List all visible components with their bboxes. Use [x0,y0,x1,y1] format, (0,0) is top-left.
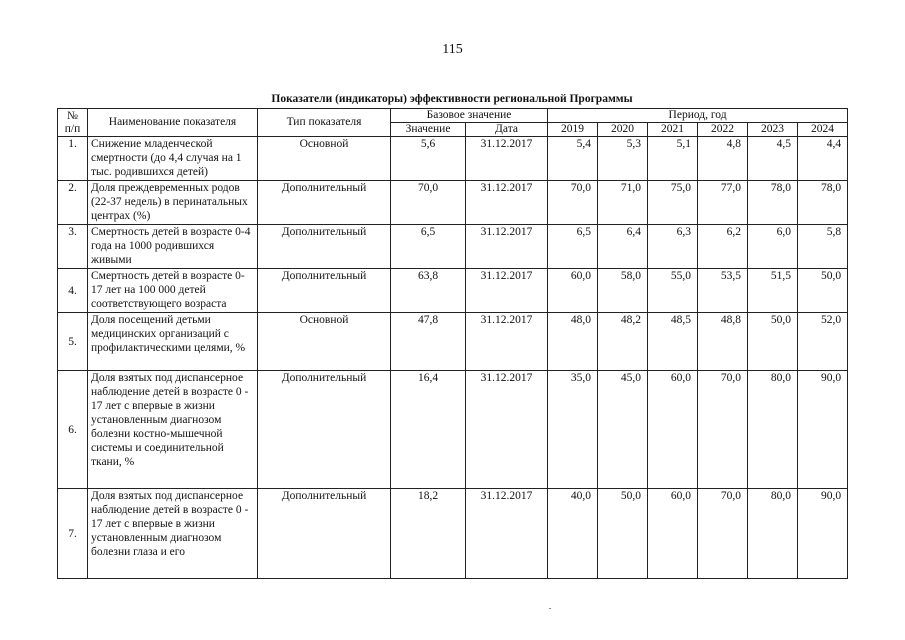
base-date: 31.12.2017 [466,181,548,225]
row-number: 3. [58,225,88,269]
year-value: 51,5 [748,269,798,313]
year-value: 78,0 [748,181,798,225]
row-number: 5. [58,313,88,371]
year-value: 4,5 [748,137,798,181]
year-value: 40,0 [548,489,598,579]
year-value: 90,0 [798,489,848,579]
base-value: 18,2 [391,489,466,579]
row-number: 4. [58,269,88,313]
year-value: 50,0 [798,269,848,313]
base-date: 31.12.2017 [466,371,548,489]
base-value: 47,8 [391,313,466,371]
header-base: Базовое значение [391,109,548,123]
year-value: 6,3 [648,225,698,269]
year-value: 78,0 [798,181,848,225]
year-value: 48,2 [598,313,648,371]
year-value: 58,0 [598,269,648,313]
base-date: 31.12.2017 [466,489,548,579]
header-year: 2023 [748,123,798,137]
year-value: 70,0 [698,489,748,579]
indicator-type: Дополнительный [258,371,391,489]
year-value: 48,5 [648,313,698,371]
row-number: 2. [58,181,88,225]
indicator-name: Смертность детей в возрасте 0-4 года на 1000 родившихся живыми [88,225,258,269]
header-date: Дата [466,123,548,137]
year-value: 35,0 [548,371,598,489]
year-value: 60,0 [548,269,598,313]
year-value: 71,0 [598,181,648,225]
year-value: 50,0 [748,313,798,371]
indicator-type: Дополнительный [258,225,391,269]
row-number: 7. [58,489,88,579]
base-date: 31.12.2017 [466,269,548,313]
row-number: 1. [58,137,88,181]
indicator-type: Дополнительный [258,489,391,579]
base-value: 16,4 [391,371,466,489]
year-value: 5,4 [548,137,598,181]
year-value: 80,0 [748,489,798,579]
table-row [58,371,848,489]
year-value: 50,0 [598,489,648,579]
table-row [58,137,848,181]
indicator-type: Основной [258,313,391,371]
header-period: Период, год [548,109,848,123]
year-value: 70,0 [698,371,748,489]
header-year: 2019 [548,123,598,137]
header-type: Тип показателя [258,109,391,137]
indicator-type: Основной [258,137,391,181]
year-value: 6,2 [698,225,748,269]
year-value: 70,0 [548,181,598,225]
indicator-name: Доля преждевременных родов (22-37 недель) в перинатальных центрах (%) [88,181,258,225]
year-value: 77,0 [698,181,748,225]
year-value: 5,1 [648,137,698,181]
year-value: 53,5 [698,269,748,313]
table-title: Показатели (индикаторы) эффективности региональной Программы [271,93,633,105]
year-value: 6,5 [548,225,598,269]
indicator-type: Дополнительный [258,181,391,225]
base-value: 63,8 [391,269,466,313]
header-name: Наименование показателя [88,109,258,137]
header-year: 2021 [648,123,698,137]
page-number: 115 [442,42,463,57]
indicator-name: Смертность детей в возрасте 0-17 лет на 100 000 детей соответствующего возраста [88,269,258,313]
base-value: 5,6 [391,137,466,181]
base-date: 31.12.2017 [466,313,548,371]
year-value: 75,0 [648,181,698,225]
table-row [58,313,848,371]
header-year: 2020 [598,123,648,137]
row-number: 6. [58,371,88,489]
table-row [58,225,848,269]
indicators-table [57,108,848,579]
year-value: 4,4 [798,137,848,181]
header-value: Значение [391,123,466,137]
indicator-name: Снижение младенческой смертности (до 4,4 случая на 1 тыс. родившихся детей) [88,137,258,181]
year-value: 60,0 [648,371,698,489]
header-year: 2022 [698,123,748,137]
base-date: 31.12.2017 [466,225,548,269]
base-date: 31.12.2017 [466,137,548,181]
base-value: 70,0 [391,181,466,225]
year-value: 48,8 [698,313,748,371]
year-value: 52,0 [798,313,848,371]
scan-speck [549,608,551,609]
indicator-type: Дополнительный [258,269,391,313]
indicator-name: Доля взятых под диспансерное наблюдение детей в возрасте 0 - 17 лет с впервые в жизни установленным диагнозом болезни глаза и его [88,489,258,579]
table-row [58,489,848,579]
header-year: 2024 [798,123,848,137]
table-row [58,181,848,225]
year-value: 48,0 [548,313,598,371]
year-value: 4,8 [698,137,748,181]
year-value: 90,0 [798,371,848,489]
header-no: № п/п [58,109,88,137]
indicator-name: Доля взятых под диспансерное наблюдение детей в возрасте 0 - 17 лет с впервые в жизни установленным диагнозом болезни костно-мышечной системы и соединительной ткани, % [88,371,258,489]
year-value: 80,0 [748,371,798,489]
year-value: 6,4 [598,225,648,269]
table-row [58,269,848,313]
year-value: 60,0 [648,489,698,579]
base-value: 6,5 [391,225,466,269]
year-value: 5,8 [798,225,848,269]
indicator-name: Доля посещений детьми медицинских организаций с профилактическими целями, % [88,313,258,371]
year-value: 5,3 [598,137,648,181]
year-value: 55,0 [648,269,698,313]
year-value: 45,0 [598,371,648,489]
year-value: 6,0 [748,225,798,269]
